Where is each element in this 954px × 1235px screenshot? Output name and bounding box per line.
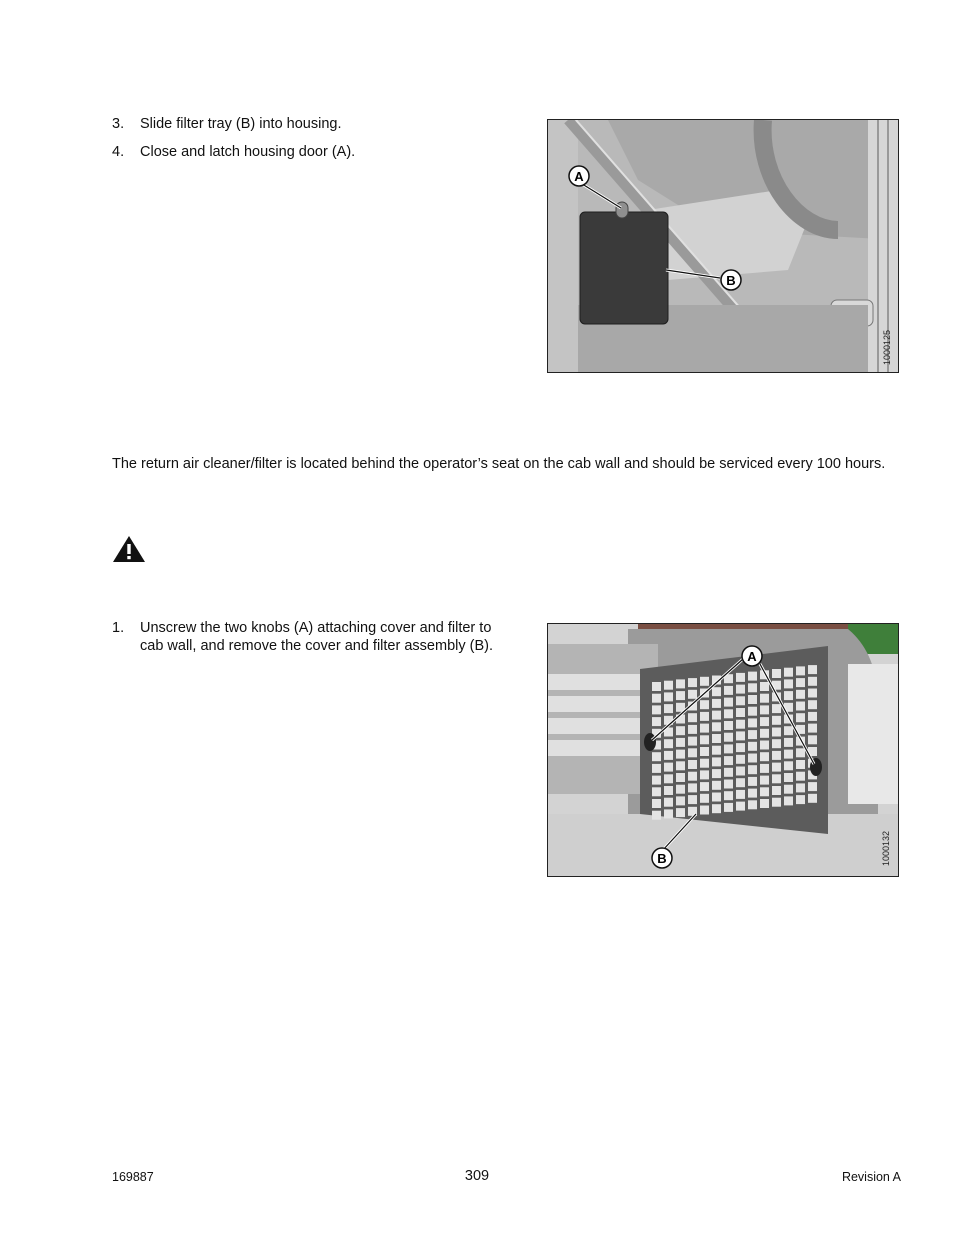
figure-filter-housing bbox=[547, 119, 899, 373]
figure-id: 1000125 bbox=[882, 329, 892, 365]
step-text: Slide filter tray (B) into housing. bbox=[140, 116, 342, 132]
callout-a: A bbox=[747, 649, 757, 664]
step-number: 3. bbox=[112, 116, 125, 132]
step-text-line-2: cab wall, and remove the cover and filter assembly (B). bbox=[140, 638, 493, 654]
figure-id: 1000132 bbox=[881, 830, 891, 866]
step-number: 4. bbox=[112, 144, 125, 160]
filter-housing-illustration bbox=[548, 120, 898, 372]
service-paragraph: The return air cleaner/filter is located behind the operator’s seat on the cab wall and should be serviced every 100 hours. bbox=[112, 456, 886, 472]
callout-b: B bbox=[726, 273, 736, 288]
step-text: Close and latch housing door (A). bbox=[140, 144, 356, 160]
doc-number: 169887 bbox=[112, 1170, 154, 1184]
return-air-filter-illustration bbox=[548, 624, 898, 876]
step-text-line-1: Unscrew the two knobs (A) attaching cover and filter to bbox=[140, 620, 492, 636]
revision: Revision A bbox=[841, 1170, 901, 1184]
page-number: 309 bbox=[464, 1168, 490, 1184]
warning-triangle-icon bbox=[112, 534, 146, 564]
callout-a: A bbox=[574, 169, 584, 184]
figure-return-air-filter bbox=[547, 623, 899, 877]
step-number: 1. bbox=[112, 620, 125, 636]
callout-b: B bbox=[657, 851, 667, 866]
